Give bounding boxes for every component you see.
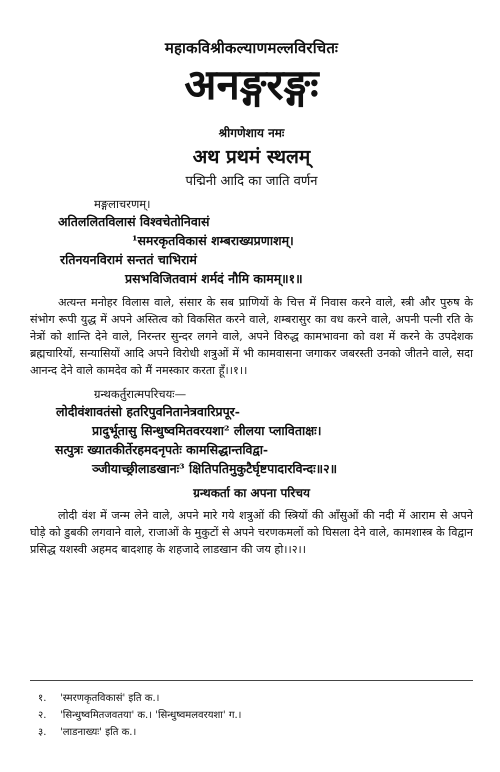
chapter-subtitle: पद्मिनी आदि का जाति वर्णन	[185, 174, 318, 189]
section-label-author-intro: ग्रन्थकर्तुरात्मपरिचयः—	[94, 387, 187, 401]
footnotes	[38, 690, 468, 741]
footnote	[38, 707, 468, 724]
book-title: अनङ्गरङ्गः	[184, 60, 319, 109]
footnote-number: २.	[38, 710, 47, 721]
translation-paragraph: अत्यन्त मनोहर विलास वाले, संसार के सब प्राणियों के चित्त में निवास करने वाले, स्त्री और पुरुष के संभोग रूपी युद्ध में अपने अस्तित्व को विकसित करने वाले, शम्बरासुर का वध करने वाले, अपनी पत्नी रति के नेत्रों को शान्ति देने वाले, निरन्तर सुन्दर लगने वाले, अपने विरुद्ध कामभावना को वश में करने के उपदेशक ब्रह्मचारियों, सन्यासियों आदि अपने विरोधी शत्रुओं में भी कामवासना जगाकर जबरस्ती उनको जीतने वाले, सदा आनन्द देने वाले कामदेव को मैं नमस्कार करता हूँ।।१।।	[30, 296, 473, 377]
verse-line: अतिललितविलासं विश्वचेतोनिवासं	[58, 214, 210, 229]
footnote-text: 'सिन्धुष्वमितजवतया' क.। 'सिन्धुष्वमलवरयशा' ग.।	[60, 710, 242, 721]
verse-line: ञ्जीयाच्छ्रीलाडखानः³ क्षितिपतिमुकुटैर्घृष्टपादारविन्दः॥२॥	[92, 461, 338, 476]
footnote	[38, 690, 468, 707]
footnote	[38, 724, 468, 741]
author-line: महाकविश्रीकल्याणमल्लविरचितः	[164, 39, 339, 57]
verse-line: प्रादुर्भूतासु सिन्धुष्वमितवरयशा² लीलया प्लाविताक्षः।	[92, 423, 322, 438]
translation-paragraph: लोदी वंश में जन्म लेने वाले, अपने मारे गये शत्रुओं की स्त्रियों की आँसुओं की नदी में आराम से अपने घोड़े को डुबकी लगवाने वाले, राजाओं के मुकुटों से अपने चरणकमलों को घिसला देने वाले, कामशास्त्र के विद्वान प्रसिद्ध यशस्वी अहमद बादशाह के शहजादे लाडखान की जय हो।।२।।	[30, 509, 473, 556]
footnote-number: ३.	[38, 727, 47, 738]
page-content	[30, 38, 473, 558]
sub-heading: ग्रन्थकर्ता का अपना परिचय	[193, 486, 310, 500]
footnote-text: 'स्मरणकृतविकासं' इति क.।	[60, 693, 160, 704]
verse-line: लोदीवंशावतंसो हतरिपुवनितानेत्रवारिप्रपूर-	[56, 404, 240, 419]
verse-line: प्रसभविजितवामं शर्मदं नौमि कामम्॥१॥	[125, 271, 303, 286]
verse-line: सत्पुत्रः ख्यातकीर्तेरहमदनृपतेः कामसिद्धान्तविद्वा-	[55, 442, 269, 457]
footnote-number: १.	[38, 693, 47, 704]
footnote-text: 'लाडनाख्यः' इति क.।	[60, 727, 137, 738]
chapter-title: अथ प्रथमं स्थलम्	[192, 146, 311, 168]
footnote-divider	[30, 680, 473, 681]
verse-line: रतिनयनविरामं सन्ततं चाभिरामं	[60, 252, 197, 267]
invocation: श्रीगणेशाय नमः	[218, 126, 285, 140]
section-label-invocation: मङ्गलाचरणम्।	[94, 197, 151, 211]
verse-line: ¹समरकृतविकासं शम्बराख्यप्रणाशम्।	[132, 233, 294, 248]
